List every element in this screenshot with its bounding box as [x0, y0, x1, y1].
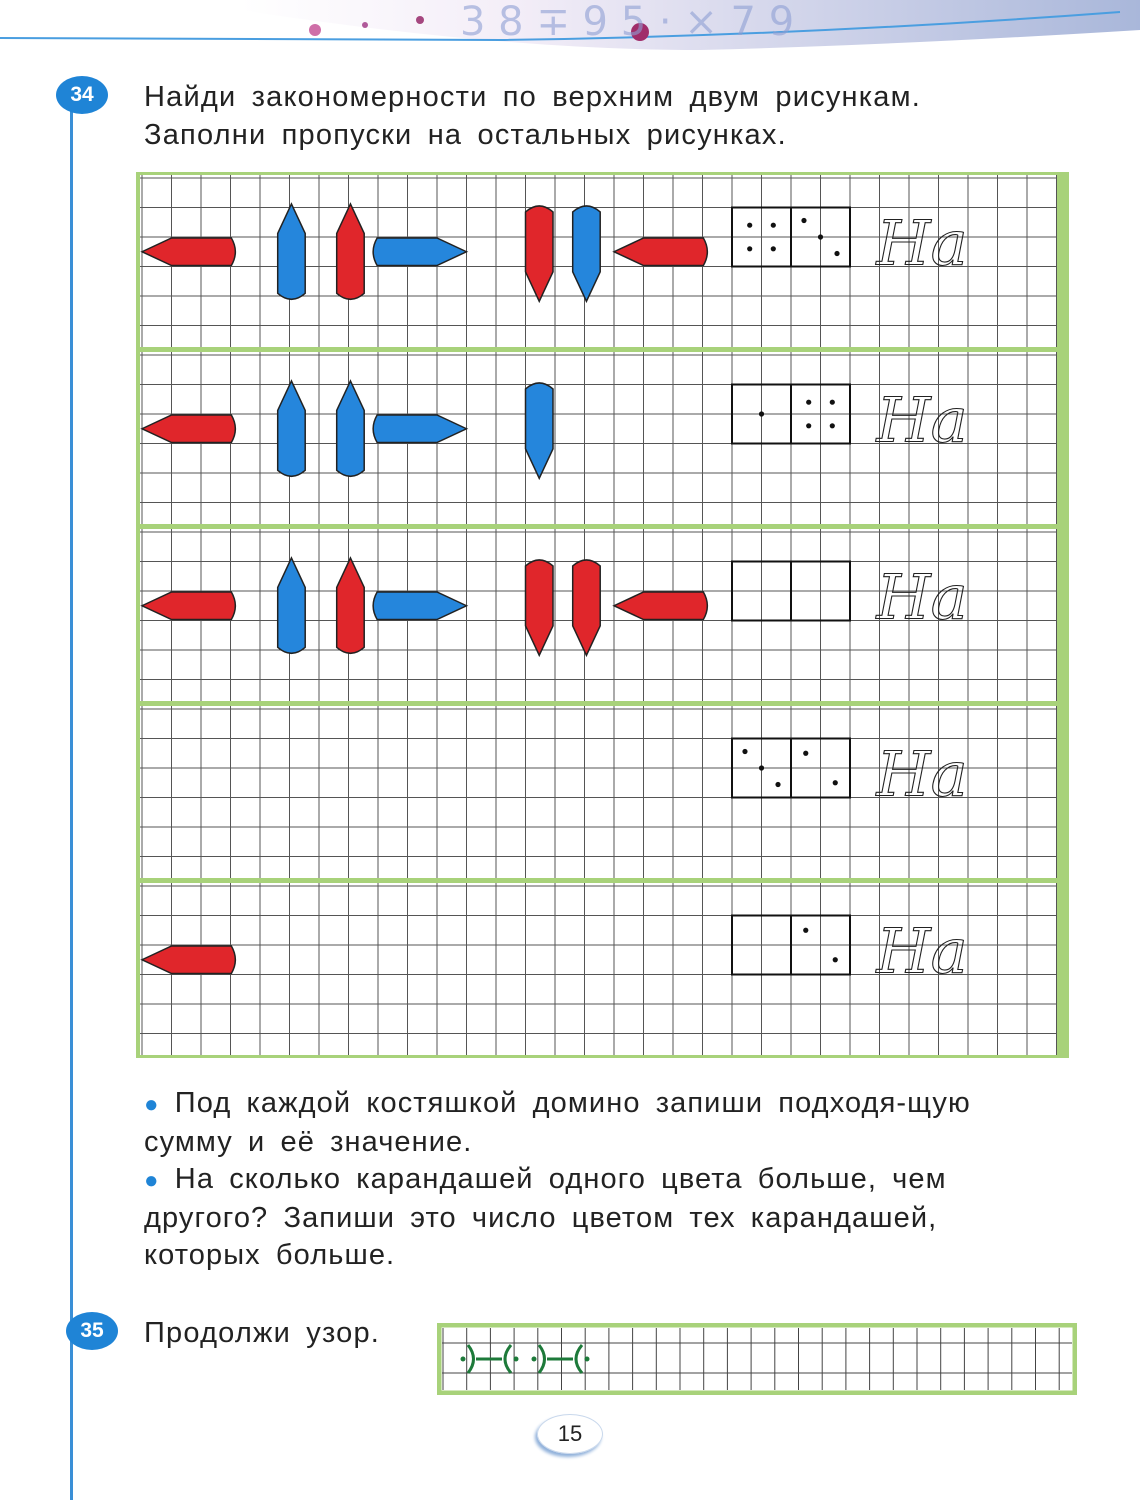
instructions — [144, 1085, 1044, 1275]
page-number: 15 — [537, 1414, 603, 1454]
cursive-letters: Ha — [876, 560, 968, 634]
domino-pip — [747, 246, 752, 251]
domino-pip — [803, 751, 808, 756]
task-34-line-1: Найди закономерности по верхним двум рисункам. — [144, 81, 921, 113]
grid-panel-4 — [140, 706, 1057, 878]
pencil-body — [278, 558, 306, 653]
pencil-up — [278, 381, 306, 476]
domino-pip — [742, 749, 747, 754]
pencil-left — [142, 592, 235, 620]
pencil-up — [337, 204, 365, 299]
pencil-body — [373, 415, 466, 443]
cursive-letters: Ha — [876, 383, 968, 457]
grid-panel-3 — [140, 529, 1057, 701]
domino-pip — [759, 411, 764, 416]
pencil-up — [278, 204, 306, 299]
pencil-down — [526, 206, 554, 301]
pencil-body — [373, 238, 466, 266]
decorative-banner — [0, 0, 1140, 60]
grid-panel-1 — [140, 175, 1057, 347]
task-34-line-2: Заполни пропуски на остальных рисунках. — [144, 119, 787, 151]
domino-pip — [833, 780, 838, 785]
pencil-down — [526, 383, 554, 478]
domino-pip — [801, 218, 806, 223]
pencil-body — [373, 592, 466, 620]
pattern-dot — [461, 1357, 466, 1362]
pencil-body — [142, 238, 235, 266]
pencil-right — [373, 238, 466, 266]
bullet-icon: ● — [144, 1091, 160, 1118]
pencil-body — [526, 383, 554, 478]
domino-pip — [771, 246, 776, 251]
pencil-up — [278, 558, 306, 653]
pencil-left — [614, 592, 707, 620]
pencil-down — [573, 206, 601, 301]
pencil-right — [373, 415, 466, 443]
pencil-body — [278, 381, 306, 476]
domino-pip — [806, 400, 811, 405]
task-35-text: Продолжи узор. — [144, 1317, 381, 1349]
pattern-dot — [585, 1357, 590, 1362]
pencil-left — [142, 946, 235, 974]
pattern-dot — [532, 1357, 537, 1362]
domino-pip — [806, 423, 811, 428]
cursive-letters: Ha — [876, 737, 968, 811]
cursive-letters: Ha — [876, 206, 968, 280]
domino-pip — [834, 251, 839, 256]
domino-pip — [833, 957, 838, 962]
pattern-strip — [437, 1323, 1077, 1395]
domino-pip — [747, 223, 752, 228]
domino-pip — [803, 928, 808, 933]
pencil-down — [526, 560, 554, 655]
pencil-up — [337, 558, 365, 653]
pencil-body — [142, 415, 235, 443]
pencil-body — [337, 558, 365, 653]
instruction-1: ● Под каждой костяшкой домино запиши подходя-щую сумму и её значение. — [144, 1087, 971, 1158]
domino-pip — [759, 765, 764, 770]
pencil-body — [337, 204, 365, 299]
domino-pip — [771, 223, 776, 228]
cursive-letters: Ha — [876, 914, 968, 988]
domino-pip — [775, 782, 780, 787]
pencil-left — [142, 238, 235, 266]
domino-pip — [830, 400, 835, 405]
pencil-body — [337, 381, 365, 476]
task-34-badge: 34 — [56, 76, 108, 114]
domino-pip — [818, 234, 823, 239]
domino-pip — [830, 423, 835, 428]
instruction-2: ● На сколько карандашей одного цвета больше, чем другого? Запиши это число цветом тех карандашей, которых больше. — [144, 1163, 947, 1271]
bullet-icon: ● — [144, 1167, 160, 1194]
pencil-body — [573, 206, 601, 301]
task-35-badge: 35 — [66, 1312, 118, 1350]
pencil-body — [142, 592, 235, 620]
pencil-left — [142, 415, 235, 443]
grid-panel-2 — [140, 352, 1057, 524]
margin-line — [70, 110, 73, 1500]
pencil-up — [337, 381, 365, 476]
pattern-dot — [514, 1357, 519, 1362]
grid-panel-5 — [140, 883, 1057, 1055]
pattern-grid-frame — [136, 172, 1069, 1058]
pencil-body — [142, 946, 235, 974]
pencil-body — [526, 206, 554, 301]
pencil-left — [614, 238, 707, 266]
pencil-body — [278, 204, 306, 299]
pencil-body — [526, 560, 554, 655]
pencil-body — [614, 592, 707, 620]
pencil-body — [573, 560, 601, 655]
pencil-down — [573, 560, 601, 655]
pencil-right — [373, 592, 466, 620]
pencil-body — [614, 238, 707, 266]
svg-text:3 8 ∓ 9 5 · × 7 9: 3 8 ∓ 9 5 · × 7 9 — [460, 0, 795, 45]
